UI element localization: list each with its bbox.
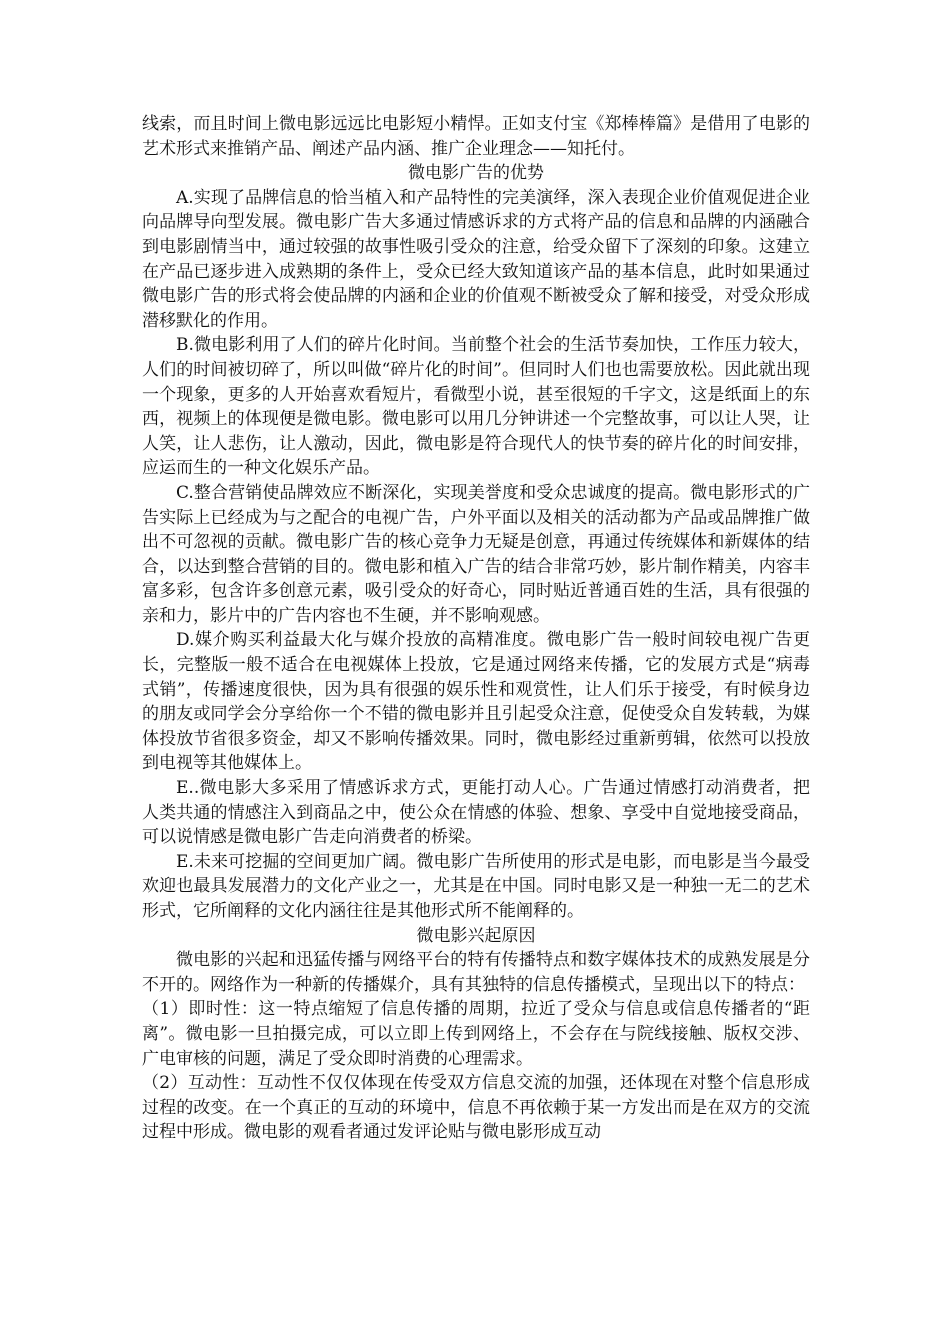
section-heading-advantages: 微电影广告的优势	[408, 163, 544, 184]
document-page	[142, 112, 810, 1145]
intro-continued-paragraph: 线索，而且时间上微电影远远比电影短小精悍。正如支付宝《郑棒棒篇》是借用了电影的艺术形式来推销产品、阐述产品内涵、推广企业理念——知托付。	[142, 114, 810, 159]
reasons-intro-paragraph: 微电影的兴起和迅猛传播与网络平台的特有传播特点和数字媒体技术的成熟发展是分不开的。网络作为一种新的传播媒介，具有其独特的信息传播模式，呈现出以下的特点：	[142, 950, 810, 995]
advantage-paragraph-c: C.整合营销使品牌效应不断深化，实现美誉度和受众忠诚度的提高。微电影形式的广告实际上已经成为与之配合的电视广告，户外平面以及相关的活动都为产品或品牌推广做出不可忽视的贡献。微电影广告的核心竞争力无疑是创意，再通过传统媒体和新媒体的结合，以达到整合营销的目的。微电影和植入广告的结合非常巧妙，影片制作精美，内容丰富多彩，包含许多创意元素，吸引受众的好奇心，同时贴近普通百姓的生活，具有很强的亲和力，影片中的广告内容也不生硬，并不影响观感。	[142, 482, 810, 626]
advantage-paragraph-e1: E..微电影大多采用了情感诉求方式，更能打动人心。广告通过情感打动消费者，把人类共通的情感注入到商品之中，使公众在情感的体验、想象、享受中自觉地接受商品，可以说情感是微电影广告走向消费者的桥梁。	[142, 778, 810, 848]
advantage-paragraph-e2: E.未来可挖掘的空间更加广阔。微电影广告所使用的形式是电影，而电影是当今最受欢迎也最具发展潜力的文化产业之一，尤其是在中国。同时电影又是一种独一无二的艺术形式，它所阐释的文化内涵往往是其他形式所不能阐释的。	[142, 851, 810, 921]
section-heading-reasons: 微电影兴起原因	[416, 925, 536, 946]
advantage-paragraph-d: D.媒介购买利益最大化与媒介投放的高精准度。微电影广告一般时间较电视广告更长，完整版一般不适合在电视媒体上投放，它是通过网络来传播，它的发展方式是“病毒式销”，传播速度很快，因为具有很强的娱乐性和观赏性，让人们乐于接受，有时候身边的朋友或同学会分享给你一个不错的微电影并且引起受众注意，促使受众自发转载，为媒体投放节省很多资金，却又不影响传播效果。同时，微电影经过重新剪辑，依然可以投放到电视等其他媒体上。	[142, 630, 810, 774]
advantage-paragraph-b: B.微电影利用了人们的碎片化时间。当前整个社会的生活节奏加快，工作压力较大，人们的时间被切碎了，所以叫做“碎片化的时间”。但同时人们也也需要放松。因此就出现一个现象，更多的人开始喜欢看短片，看微型小说，甚至很短的千字文，这是纸面上的东西，视频上的体现便是微电影。微电影可以用几分钟讲述一个完整故事，可以让人哭，让人笑，让人悲伤，让人激动，因此，微电影是符合现代人的快节奏的碎片化的时间安排，应运而生的一种文化娱乐产品。	[142, 335, 810, 479]
advantage-paragraph-a: A.实现了品牌信息的恰当植入和产品特性的完美演绎，深入表现企业价值观促进企业向品牌导向型发展。微电影广告大多通过情感诉求的方式将产品的信息和品牌的内涵融合到电影剧情当中，通过较强的故事性吸引受众的注意，给受众留下了深刻的印象。这建立在产品已逐步进入成熟期的条件上，受众已经大致知道该产品的基本信息，此时如果通过微电影广告的形式将会使品牌的内涵和企业的价值观不断被受众了解和接受，对受众形成潜移默化的作用。	[142, 187, 810, 331]
reason-point-interactivity: （2）互动性：互动性不仅仅体现在传受双方信息交流的加强，还体现在对整个信息形成过程的改变。在一个真正的互动的环境中，信息不再依赖于某一方发出而是在双方的交流过程中形成。微电影的观看者通过发评论贴与微电影形成互动	[142, 1073, 810, 1143]
reason-point-immediacy: （1）即时性：这一特点缩短了信息传播的周期，拉近了受众与信息或信息传播者的“距离”。微电影一旦拍摄完成，可以立即上传到网络上，不会存在与院线接触、版权交涉、广电审核的问题，满足了受众即时消费的心理需求。	[142, 999, 810, 1069]
